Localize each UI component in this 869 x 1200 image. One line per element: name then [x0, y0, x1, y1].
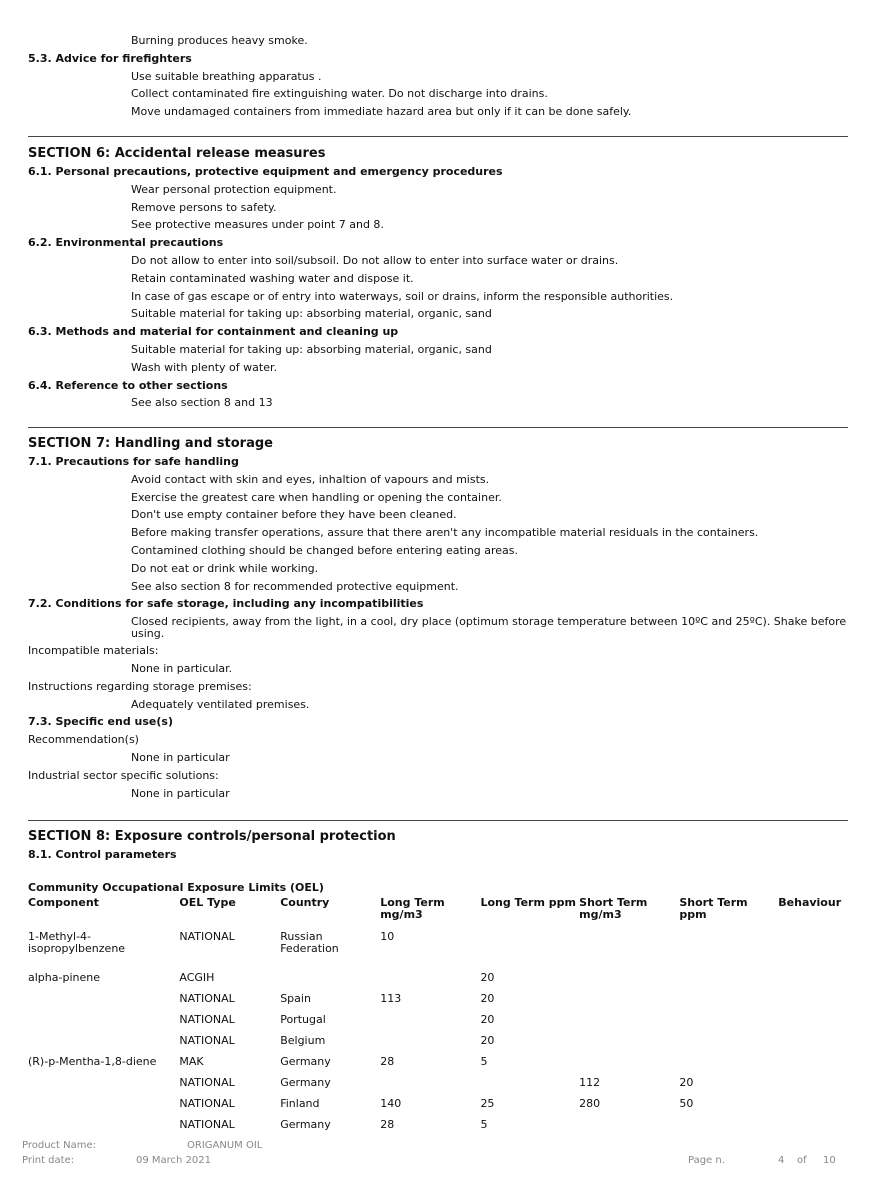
print-date-value: 09 March 2021	[136, 1155, 212, 1166]
table-cell	[679, 993, 778, 1014]
table-cell	[480, 931, 579, 972]
table-cell	[28, 1035, 179, 1056]
table-cell: 1-Methyl-4-isopropylbenzene	[28, 929, 126, 955]
recommendation-value: None in particular	[131, 750, 230, 764]
table-cell: Portugal	[280, 1012, 326, 1026]
table-cell	[579, 931, 679, 972]
table-cell: (R)-p-Mentha-1,8-diene	[28, 1054, 157, 1068]
table-cell: 280	[579, 1096, 601, 1110]
table-cell: Germany	[280, 1117, 331, 1131]
text-line: Wear personal protection equipment.	[131, 182, 337, 196]
storage-text: Closed recipients, away from the light, in a cool, dry place (optimum storage temperature between 10ºC and 25ºC). Shake before using.	[131, 615, 847, 641]
section-7-title: SECTION 7: Handling and storage	[28, 436, 273, 451]
text-line: Do not eat or drink while working.	[131, 561, 319, 575]
table-cell: Russian Federation	[280, 929, 339, 955]
table-row	[28, 1119, 848, 1140]
incompatible-value: None in particular.	[131, 661, 233, 675]
table-row	[28, 972, 848, 993]
advice-line: Use suitable breathing apparatus .	[131, 69, 322, 83]
table-cell	[778, 931, 848, 972]
table-cell: Spain	[280, 991, 311, 1005]
section-6	[28, 143, 848, 412]
table-header-row	[28, 897, 848, 931]
heading-6-3: 6.3. Methods and material for containment and cleaning up	[28, 325, 399, 339]
text-line: Suitable material for taking up: absorbing material, organic, sand	[131, 307, 492, 321]
table-row	[28, 1056, 848, 1077]
text-line: See also section 8 for recommended protective equipment.	[131, 579, 459, 593]
heading-7-2: 7.2. Conditions for safe storage, including any incompatibilities	[28, 597, 424, 611]
table-row	[28, 1035, 848, 1056]
oel-table-title: Community Occupational Exposure Limits (OEL)	[28, 880, 324, 894]
column-header: Long Term ppm	[480, 895, 576, 909]
premises-value: Adequately ventilated premises.	[131, 697, 310, 711]
table-cell	[778, 993, 848, 1014]
section-7	[28, 433, 848, 802]
text-line: Retain contaminated washing water and dispose it.	[131, 271, 414, 285]
table-cell	[579, 972, 679, 993]
text-line: Wash with plenty of water.	[131, 360, 277, 374]
heading-6-2: 6.2. Environmental precautions	[28, 236, 224, 250]
product-name-value: ORIGANUM OIL	[187, 1140, 263, 1151]
oel-table	[28, 897, 848, 1140]
text-line: Contamined clothing should be changed before entering eating areas.	[131, 543, 519, 557]
table-cell: NATIONAL	[179, 1096, 235, 1110]
table-cell	[28, 1098, 179, 1119]
document-page	[28, 32, 848, 121]
text-line: See protective measures under point 7 and 8.	[131, 218, 384, 232]
table-cell	[28, 1014, 179, 1035]
text-line: Remove persons to safety.	[131, 200, 277, 214]
table-cell: Finland	[280, 1096, 320, 1110]
table-cell	[28, 1077, 179, 1098]
advice-line: Move undamaged containers from immediate hazard area but only if it can be done safely.	[131, 105, 632, 119]
heading-6-1: 6.1. Personal precautions, protective equipment and emergency procedures	[28, 165, 503, 178]
table-cell: NATIONAL	[179, 929, 235, 943]
table-cell: NATIONAL	[179, 991, 235, 1005]
column-header: Short Term ppm	[679, 895, 748, 921]
table-cell	[778, 1098, 848, 1119]
section-divider	[28, 820, 848, 821]
industrial-value: None in particular	[131, 786, 230, 800]
table-cell	[679, 1035, 778, 1056]
column-header: Short Term mg/m3	[579, 895, 648, 921]
table-cell: NATIONAL	[179, 1033, 235, 1047]
table-cell: Belgium	[280, 1033, 326, 1047]
table-cell: 20	[480, 970, 495, 984]
table-cell: 20	[480, 1033, 495, 1047]
text-line: Before making transfer operations, assure that there aren't any incompatible material residuals in the containers.	[131, 526, 759, 540]
burning-text: Burning produces heavy smoke.	[131, 34, 308, 47]
section-6-title: SECTION 6: Accidental release measures	[28, 146, 326, 161]
table-cell	[778, 972, 848, 993]
heading-8-1: 8.1. Control parameters	[28, 848, 177, 861]
table-cell: 10	[380, 929, 395, 943]
page-number: 4	[778, 1155, 785, 1166]
table-cell: Germany	[280, 1054, 331, 1068]
table-cell	[778, 1119, 848, 1140]
table-cell: NATIONAL	[179, 1012, 235, 1026]
page-label: Page n.	[688, 1155, 725, 1166]
table-cell: 113	[380, 991, 402, 1005]
table-cell: 5	[480, 1054, 488, 1068]
table-row	[28, 1014, 848, 1035]
table-row	[28, 1077, 848, 1098]
table-cell: 5	[480, 1117, 488, 1131]
section-8	[28, 826, 848, 1140]
table-cell: 28	[380, 1117, 395, 1131]
text-line: Avoid contact with skin and eyes, inhaltion of vapours and mists.	[131, 472, 490, 486]
table-cell: ACGIH	[179, 970, 215, 984]
table-cell	[579, 993, 679, 1014]
table-cell	[679, 1056, 778, 1077]
incompatible-label: Incompatible materials:	[28, 644, 159, 658]
premises-label: Instructions regarding storage premises:	[28, 679, 252, 693]
table-cell	[579, 1119, 679, 1140]
table-cell: alpha-pinene	[28, 970, 100, 984]
table-row	[28, 993, 848, 1014]
text-line: In case of gas escape or of entry into waterways, soil or drains, inform the responsible authorities.	[131, 289, 674, 303]
table-row	[28, 1098, 848, 1119]
table-cell: NATIONAL	[179, 1075, 235, 1089]
column-header: Country	[280, 895, 330, 909]
table-cell	[778, 1014, 848, 1035]
table-cell: NATIONAL	[179, 1117, 235, 1131]
text-line: Exercise the greatest care when handling or opening the container.	[131, 490, 502, 504]
table-cell	[778, 1077, 848, 1098]
section-divider	[28, 136, 848, 137]
table-cell	[380, 1014, 480, 1035]
page-total: 10	[823, 1155, 836, 1166]
table-cell	[28, 993, 179, 1014]
section-divider	[28, 427, 848, 428]
page-of-label: of	[797, 1155, 807, 1166]
table-cell	[679, 931, 778, 972]
heading-7-1: 7.1. Precautions for safe handling	[28, 455, 239, 468]
heading-5-3: 5.3. Advice for firefighters	[28, 51, 192, 65]
table-cell	[778, 1056, 848, 1077]
industrial-label: Industrial sector specific solutions:	[28, 768, 219, 782]
section-8-title: SECTION 8: Exposure controls/personal protection	[28, 829, 396, 844]
column-header: OEL Type	[179, 895, 236, 909]
table-cell: Germany	[280, 1075, 331, 1089]
recommendation-label: Recommendation(s)	[28, 733, 139, 747]
table-cell: 140	[380, 1096, 402, 1110]
table-cell	[480, 1077, 579, 1098]
table-cell	[280, 972, 380, 993]
table-cell: 112	[579, 1075, 601, 1089]
table-cell	[28, 1119, 179, 1140]
table-cell	[579, 1056, 679, 1077]
table-cell	[380, 972, 480, 993]
heading-7-3: 7.3. Specific end use(s)	[28, 715, 173, 729]
table-cell	[579, 1035, 679, 1056]
table-cell	[579, 1014, 679, 1035]
column-header: Behaviour	[778, 895, 842, 909]
text-line: Don't use empty container before they have been cleaned.	[131, 508, 457, 522]
table-cell	[679, 1014, 778, 1035]
heading-6-4: 6.4. Reference to other sections	[28, 378, 228, 392]
table-cell: 20	[480, 991, 495, 1005]
table-cell: 20	[480, 1012, 495, 1026]
table-cell: 20	[679, 1075, 694, 1089]
text-line: Do not allow to enter into soil/subsoil. Do not allow to enter into surface water or drains.	[131, 253, 619, 267]
table-cell	[380, 1077, 480, 1098]
column-header: Long Term mg/m3	[380, 895, 445, 921]
table-cell: 25	[480, 1096, 495, 1110]
table-cell	[778, 1035, 848, 1056]
table-row	[28, 931, 848, 972]
text-line: See also section 8 and 13	[131, 396, 273, 410]
print-date-label: Print date:	[22, 1155, 75, 1166]
text-line: Suitable material for taking up: absorbing material, organic, sand	[131, 342, 492, 356]
table-cell	[380, 1035, 480, 1056]
table-cell	[679, 972, 778, 993]
column-header: Component	[28, 895, 99, 909]
table-cell: MAK	[179, 1054, 204, 1068]
advice-line: Collect contaminated fire extinguishing water. Do not discharge into drains.	[131, 87, 548, 101]
table-cell	[679, 1119, 778, 1140]
table-cell: 50	[679, 1096, 694, 1110]
product-name-label: Product Name:	[22, 1140, 97, 1151]
table-cell: 28	[380, 1054, 395, 1068]
